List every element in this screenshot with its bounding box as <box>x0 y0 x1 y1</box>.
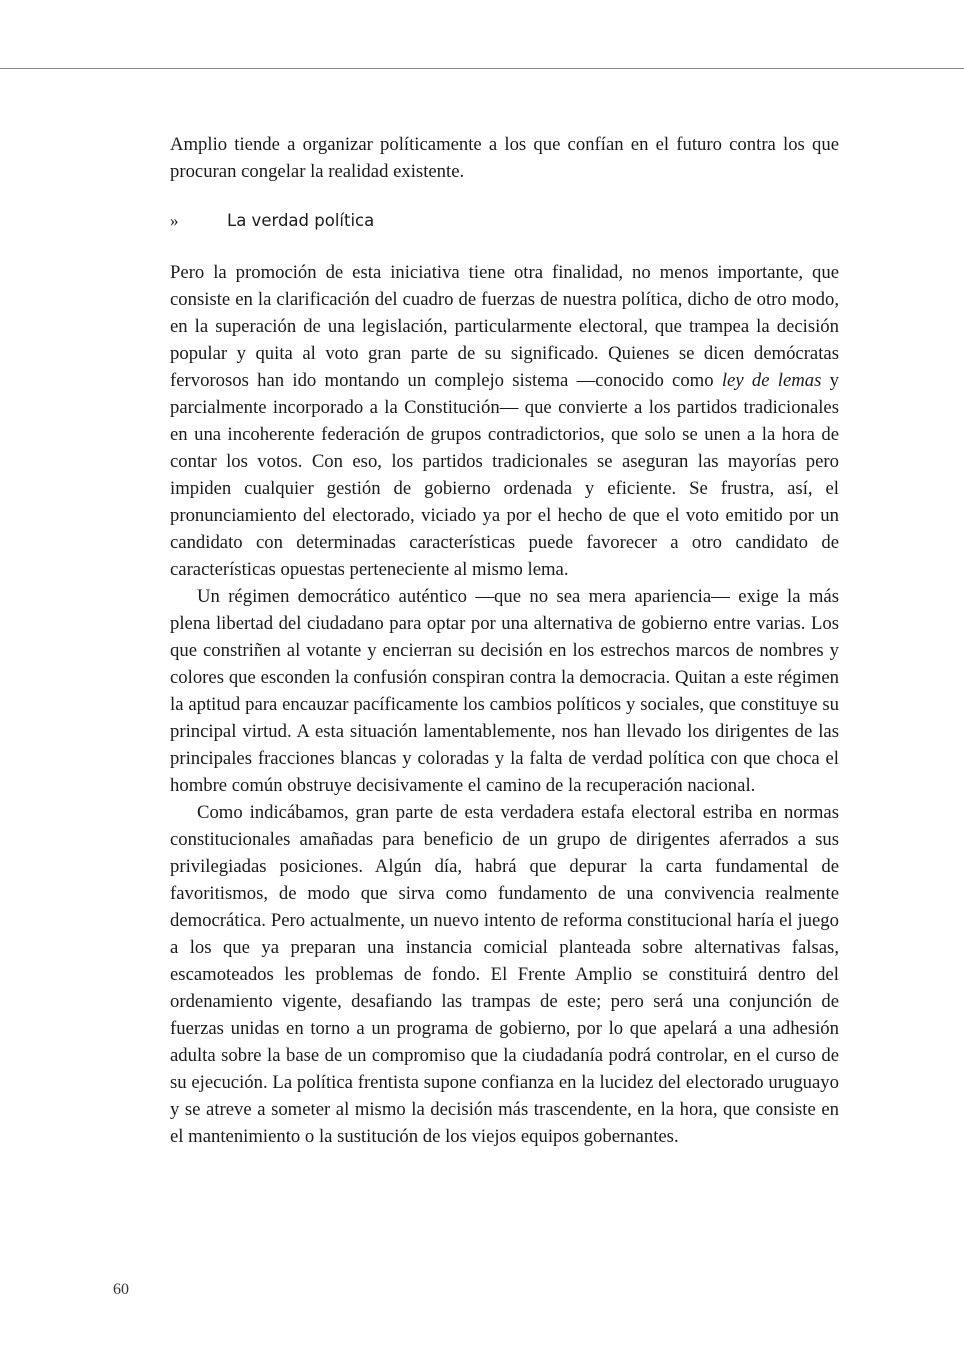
paragraph-2: Un régimen democrático auténtico —que no sea mera apariencia— exige la más plena libertad del ciudadano para optar por una alternativa de gobierno entre varias. Los que constriñen al votante y encierran su decisión en los estrechos marcos de nombres y colores que esconden la confusión conspiran contra la democracia. Quitan a este régimen la aptitud para encauzar pacíficamente los cambios políticos y sociales, que constituye su principal virtud. A esta situación lamentablemente, nos han llevado los dirigentes de las principales fracciones blancas y coloradas y la falta de verdad política con que choca el hombre común obstruye decisivamente el camino de la recuperación nacional. <box>170 586 839 796</box>
paragraph-1-part-b: y parcialmente incorporado a la Constitución— que convierte a los partidos tradicionales en una incoherente federación de grupos contradictorios, que solo se unen a la hora de contar los votos. Con eso, los partidos tradicionales se aseguran las mayorías pero impiden cualquier gestión de gobierno ordenada y eficiente. Se frustra, así, el pronunciamiento del electorado, viciado ya por el hecho de que el voto emitido por un candidato con determinadas características puede favorecer a otro candidato de características opuestas perteneciente al mismo lema. <box>170 370 839 580</box>
intro-paragraph: Amplio tiende a organizar políticamente a los que confían en el futuro contra los que procuran congelar la realidad existente. <box>170 134 839 182</box>
section-title: La verdad política <box>227 211 375 230</box>
paragraph-1-italic-term: ley de lemas <box>721 370 822 391</box>
paragraph-1 <box>170 259 839 583</box>
paragraph-3: Como indicábamos, gran parte de esta verdadera estafa electoral estriba en normas constitucionales amañadas para beneficio de un grupo de dirigentes aferrados a sus privilegiadas posiciones. Algún día, habrá que depurar la carta fundamental de favoritismos, de modo que sirva como fundamento de una convivencia realmente democrática. Pero actualmente, un nuevo intento de reforma constitucional haría el juego a los que ya preparan una instancia comicial planteada sobre alternativas falsas, escamoteados les problemas de fondo. El Frente Amplio se constituirá dentro del ordenamiento vigente, desafiando las trampas de este; pero será una conjunción de fuerzas unidas en torno a un programa de gobierno, por lo que apelará a una adhesión adulta sobre la base de un compromiso que la ciudadanía podrá controlar, en el curso de su ejecución. La política frentista supone confianza en la lucidez del electorado uruguayo y se atreve a someter al mismo la decisión más trascendente, en la hora, que consiste en el mantenimiento o la sustitución de los viejos equipos gobernantes. <box>170 802 839 1147</box>
page-number: 60 <box>113 1281 129 1298</box>
page-body <box>170 131 839 1150</box>
section-marker: » <box>170 211 179 230</box>
section-heading <box>170 211 839 231</box>
section-body <box>170 259 839 1150</box>
paragraph-1-part-a: Pero la promoción de esta iniciativa tiene otra finalidad, no menos importante, que consiste en la clarificación del cuadro de fuerzas de nuestra política, dicho de otro modo, en la superación de una legislación, particularmente electoral, que trampea la decisión popular y quita al voto gran parte de su significado. Quienes se dicen demócratas fervorosos han ido montando un complejo sistema —conocido como <box>170 262 839 391</box>
header-rule <box>0 68 964 69</box>
